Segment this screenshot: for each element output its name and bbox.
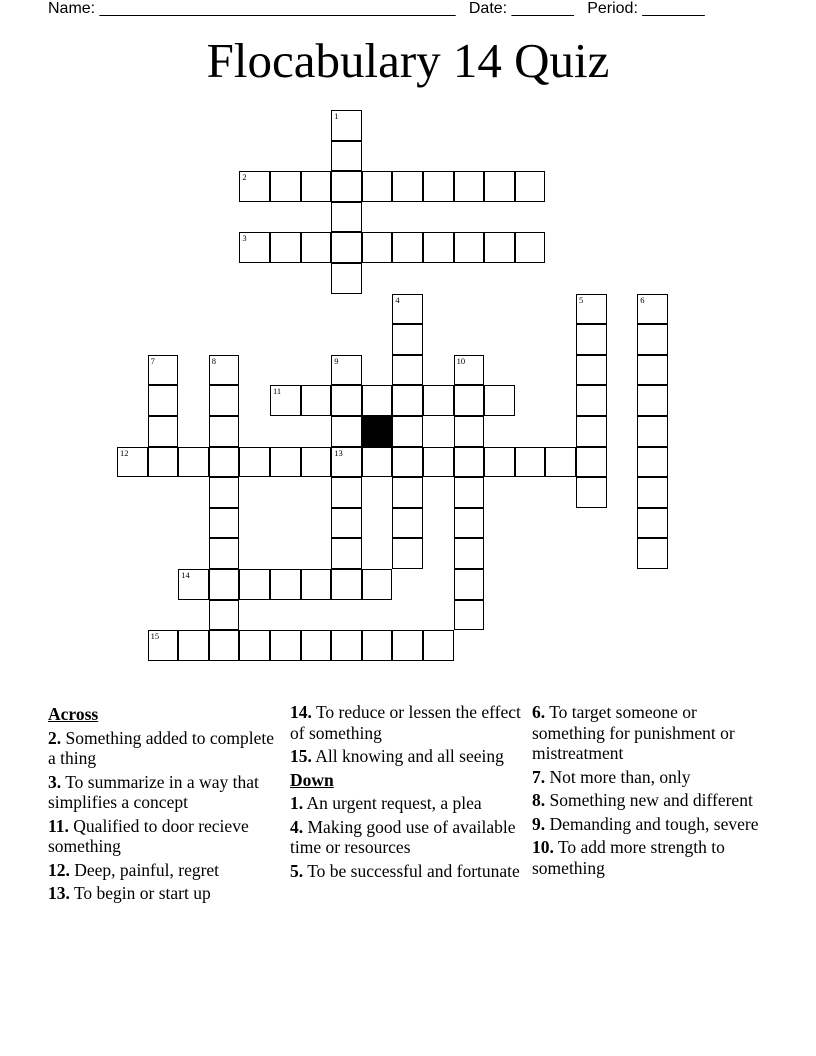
grid-cell[interactable] (209, 569, 240, 600)
clue-number: 5 (579, 294, 584, 305)
across-clue: 15. All knowing and all seeing (290, 746, 504, 766)
grid-cell[interactable] (239, 232, 270, 263)
grid-cell[interactable] (209, 385, 240, 416)
grid-cell[interactable] (270, 385, 301, 416)
grid-cell[interactable] (392, 355, 423, 386)
grid-cell[interactable] (331, 447, 362, 478)
grid-cell[interactable] (423, 630, 454, 661)
grid-cell[interactable] (454, 355, 485, 386)
grid-cell[interactable] (239, 171, 270, 202)
grid-cell[interactable] (392, 232, 423, 263)
grid-cell[interactable] (331, 477, 362, 508)
down-clue: 8. Something new and different (532, 790, 753, 810)
down-heading: Down (290, 769, 334, 790)
grid-cell[interactable] (331, 263, 362, 294)
grid-cell[interactable] (392, 416, 423, 447)
grid-cell[interactable] (454, 447, 485, 478)
grid-cell[interactable] (484, 447, 515, 478)
down-clue: 1. An urgent request, a plea (290, 793, 482, 813)
grid-cell[interactable] (423, 232, 454, 263)
grid-cell[interactable] (576, 416, 607, 447)
grid-cell[interactable] (209, 416, 240, 447)
grid-cell[interactable] (209, 355, 240, 386)
grid-cell[interactable] (270, 171, 301, 202)
grid-cell[interactable] (117, 447, 148, 478)
grid-cell[interactable] (362, 171, 393, 202)
grid-cell[interactable] (637, 508, 668, 539)
grid-cell[interactable] (454, 232, 485, 263)
name-label: Name: (48, 0, 96, 17)
down-clue: 6. To target someone or something for punishment or mistreatment (532, 702, 735, 763)
across-clue: 12. Deep, painful, regret (48, 859, 220, 880)
grid-cell[interactable] (209, 630, 240, 661)
clue-number: 10 (456, 355, 466, 366)
grid-cell[interactable] (148, 355, 179, 386)
grid-cell[interactable] (331, 355, 362, 386)
grid-cell[interactable] (484, 171, 515, 202)
down-clue: 10. To add more strength to something (532, 837, 725, 878)
down-clue: 7. Not more than, only (532, 766, 691, 787)
grid-cell[interactable] (454, 416, 485, 447)
grid-cell[interactable] (239, 630, 270, 661)
grid-cell[interactable] (331, 569, 362, 600)
grid-cell[interactable] (454, 171, 485, 202)
grid-cell[interactable] (331, 202, 362, 233)
grid-cell[interactable] (331, 630, 362, 661)
grid-cell[interactable] (392, 447, 423, 478)
across-heading: Across (48, 704, 99, 724)
clue-column-2 (290, 702, 526, 884)
date-label: Date: (468, 0, 508, 17)
grid-cell[interactable] (576, 447, 607, 478)
grid-cell[interactable] (331, 416, 362, 447)
grid-cell[interactable] (301, 447, 332, 478)
grid-cell[interactable] (637, 538, 668, 569)
clue-number: 1 (334, 111, 339, 121)
clue-number: 14 (181, 570, 190, 580)
grid-cell[interactable] (576, 477, 607, 508)
grid-cell[interactable] (423, 171, 454, 202)
grid-cell[interactable] (209, 508, 240, 539)
grid-cell[interactable] (331, 385, 362, 416)
grid-cell[interactable] (454, 477, 485, 508)
grid-cell[interactable] (362, 232, 393, 263)
grid-cell[interactable] (331, 508, 362, 539)
down-clue: 5. To be successful and fortunate (290, 860, 520, 881)
grid-cell[interactable] (148, 416, 179, 447)
grid-cell[interactable] (362, 630, 393, 661)
clue-number: 4 (395, 294, 400, 305)
grid-cell[interactable] (209, 447, 240, 478)
header-fields (48, 0, 705, 18)
grid-cell[interactable] (331, 141, 362, 172)
grid-cell[interactable] (637, 447, 668, 478)
grid-cell[interactable] (392, 477, 423, 508)
grid-cell[interactable] (362, 385, 393, 416)
clue-number: 8 (211, 355, 217, 366)
grid-cell[interactable] (484, 385, 515, 416)
grid-cell[interactable] (148, 447, 179, 478)
grid-cell[interactable] (637, 294, 668, 325)
grid-cell[interactable] (637, 385, 668, 416)
grid-block (362, 416, 393, 447)
clue-number: 9 (334, 355, 339, 366)
grid-cell[interactable] (545, 447, 576, 478)
grid-cell[interactable] (515, 447, 546, 478)
grid-cell[interactable] (301, 569, 332, 600)
grid-cell[interactable] (331, 538, 362, 569)
grid-cell[interactable] (515, 232, 546, 263)
grid-cell[interactable] (239, 569, 270, 600)
clue-number: 13 (334, 447, 343, 458)
across-clue: 3. To summarize in a way that simplifies a concept (48, 771, 259, 812)
grid-cell[interactable] (301, 232, 332, 263)
grid-cell[interactable] (331, 171, 362, 202)
grid-cell[interactable] (362, 447, 393, 478)
clue-number: 15 (150, 631, 160, 642)
grid-cell[interactable] (239, 447, 270, 478)
clue-number: 2 (242, 172, 247, 183)
grid-cell[interactable] (454, 600, 485, 631)
grid-cell[interactable] (637, 355, 668, 386)
page-title: Flocabulary 14 Quiz (206, 33, 610, 88)
grid-cell[interactable] (423, 447, 454, 478)
period-blank[interactable]: _______ (642, 0, 705, 17)
grid-cell[interactable] (301, 385, 332, 416)
grid-cell[interactable] (454, 385, 485, 416)
clue-number: 6 (640, 294, 645, 305)
grid-cell[interactable] (484, 232, 515, 263)
grid-cell[interactable] (209, 600, 240, 631)
grid-cell[interactable] (270, 630, 301, 661)
clue-number: 12 (120, 447, 129, 458)
grid-cell[interactable] (362, 569, 393, 600)
grid-cell[interactable] (392, 538, 423, 569)
grid-cell[interactable] (576, 385, 607, 416)
grid-cell[interactable] (454, 569, 485, 600)
grid-cell[interactable] (270, 447, 301, 478)
grid-cell[interactable] (270, 569, 301, 600)
grid-cell[interactable] (576, 355, 607, 386)
grid-cell[interactable] (148, 630, 179, 661)
grid-cell[interactable] (454, 538, 485, 569)
grid-cell[interactable] (392, 630, 423, 661)
across-clue: 11. Qualified to door recieve something (48, 815, 249, 856)
period-label: Period: (587, 0, 638, 17)
clue-number: 3 (242, 233, 247, 244)
grid-cell[interactable] (637, 416, 668, 447)
across-clue: 2. Something added to complete a thing (48, 727, 274, 768)
clue-number: 7 (150, 355, 155, 366)
clue-column-1 (48, 702, 284, 907)
grid-cell[interactable] (637, 324, 668, 355)
grid-cell[interactable] (392, 294, 423, 325)
grid-cell[interactable] (392, 171, 423, 202)
grid-cell[interactable] (148, 385, 179, 416)
grid-cell[interactable] (178, 569, 209, 600)
grid-cell[interactable] (301, 171, 332, 202)
down-clue: 9. Demanding and tough, severe (532, 813, 759, 834)
grid-cell[interactable] (576, 294, 607, 325)
across-clue: 13. To begin or start up (48, 883, 211, 903)
grid-cell[interactable] (178, 447, 209, 478)
grid-cell[interactable] (392, 385, 423, 416)
grid-cell[interactable] (454, 508, 485, 539)
grid-cell[interactable] (270, 232, 301, 263)
clue-number: 11 (273, 386, 282, 397)
grid-cell[interactable] (576, 324, 607, 355)
grid-cell[interactable] (637, 477, 668, 508)
grid-cell[interactable] (209, 538, 240, 569)
grid-cell[interactable] (515, 171, 546, 202)
grid-cell[interactable] (392, 324, 423, 355)
grid-cell[interactable] (392, 508, 423, 539)
grid-cell[interactable] (331, 110, 362, 141)
grid-cell[interactable] (331, 232, 362, 263)
date-blank[interactable]: _______ (511, 0, 574, 17)
clue-column-3 (532, 702, 772, 881)
across-clue: 14. To reduce or lessen the effect of something (290, 702, 521, 743)
grid-cell[interactable] (209, 477, 240, 508)
grid-cell[interactable] (423, 385, 454, 416)
name-blank[interactable]: ________________________________________ (99, 0, 456, 17)
down-clue: 4. Making good use of available time or resources (290, 816, 516, 857)
grid-cell[interactable] (301, 630, 332, 661)
grid-cell[interactable] (178, 630, 209, 661)
